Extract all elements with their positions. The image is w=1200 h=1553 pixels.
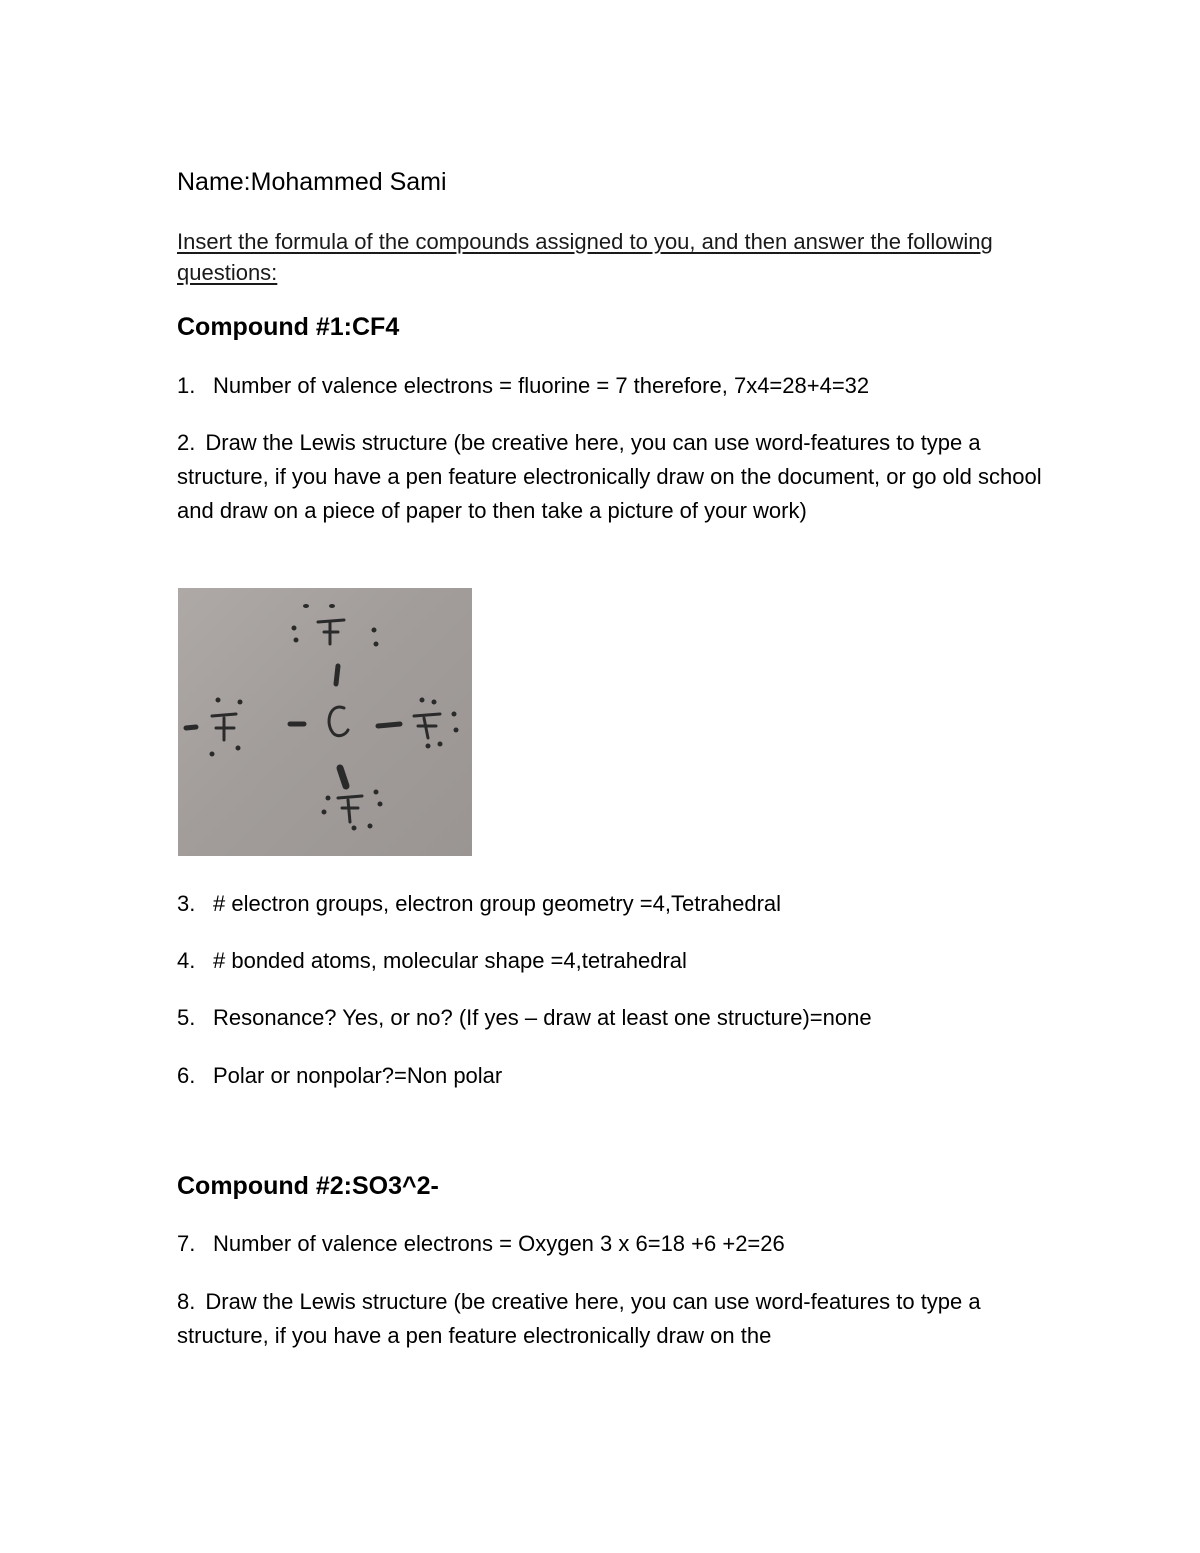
question-7 [177,1227,785,1261]
question-number: 3. [177,891,196,916]
instructions: Insert the formula of the compounds assigned to you, and then answer the following questions: [177,229,993,285]
question-6 [177,1059,502,1093]
question-1 [177,369,869,403]
question-text: Resonance? Yes, or no? (If yes – draw at least one structure)=none [213,1005,872,1030]
question-text: Polar or nonpolar?=Non polar [213,1063,503,1088]
question-number: 4. [177,948,196,973]
question-text: Draw the Lewis structure (be creative here, you can use word-features to type a structure, if you have a pen feature electronically draw on the [177,1289,981,1348]
handwritten-lewis-structure-photo [178,588,472,856]
question-text: Number of valence electrons = fluorine = 7 therefore, 7x4=28+4=32 [213,373,870,398]
student-name: Name:Mohammed Sami [177,168,447,196]
question-3 [177,887,781,921]
question-4 [177,944,687,978]
question-number: 8. [177,1289,196,1314]
question-number: 7. [177,1231,196,1256]
compound-2-heading: Compound #2:SO3^2- [177,1172,439,1200]
question-2 [177,426,1047,528]
question-number: 1. [177,373,196,398]
question-text: # electron groups, electron group geometry =4,Tetrahedral [213,891,782,916]
question-text: Draw the Lewis structure (be creative here, you can use word-features to type a structure, if you have a pen feature electronically draw on the document, or go old school and draw on a piece of paper to then take a picture of your work) [177,430,1042,523]
question-text: Number of valence electrons = Oxygen 3 x 6=18 +6 +2=26 [213,1231,785,1256]
lewis-structure-photo [178,588,472,856]
question-number: 6. [177,1063,196,1088]
compound-1-heading: Compound #1:CF4 [177,313,400,341]
question-text: # bonded atoms, molecular shape =4,tetrahedral [213,948,687,973]
question-5 [177,1001,872,1035]
question-number: 2. [177,430,196,455]
question-8 [177,1285,1047,1353]
question-number: 5. [177,1005,196,1030]
